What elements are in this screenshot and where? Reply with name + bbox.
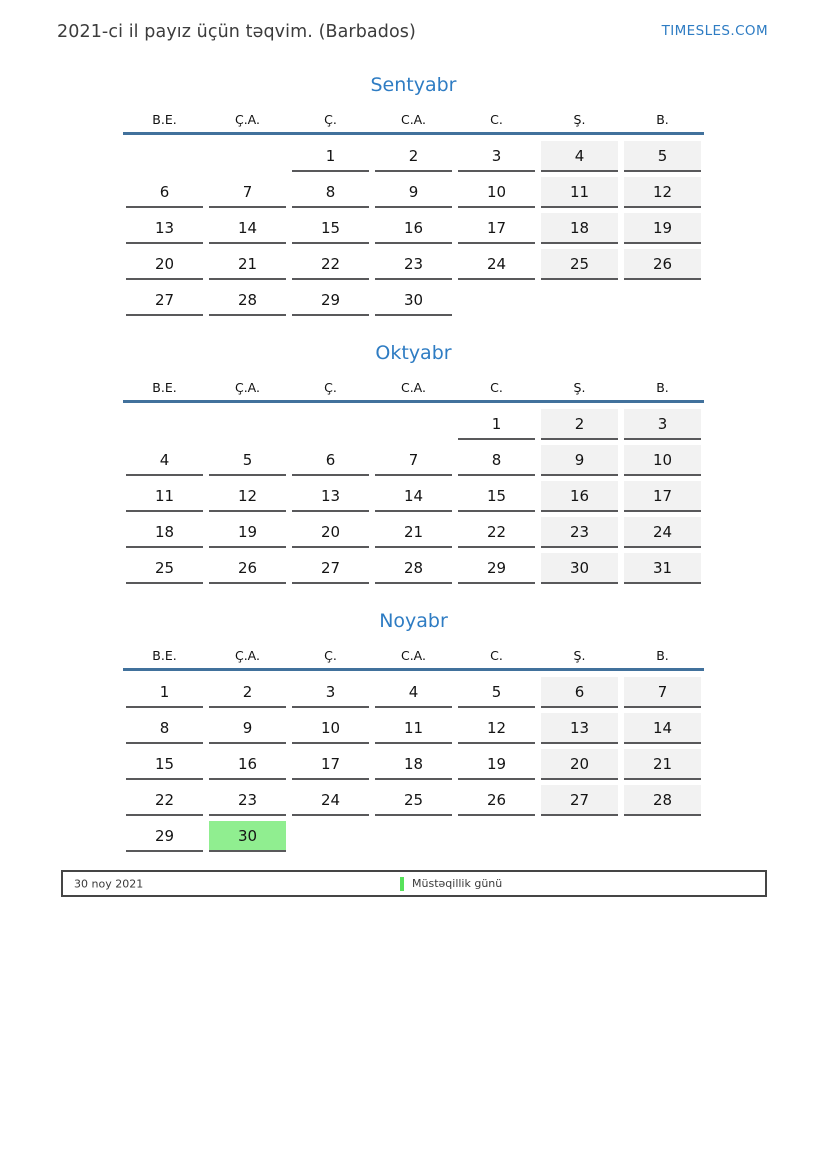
weekday-label: Ç.: [324, 112, 337, 127]
day-cell: 23: [541, 517, 618, 548]
day-cell: 4: [126, 445, 203, 476]
day-cell: 19: [209, 517, 286, 548]
day-cell: 11: [541, 177, 618, 208]
day-cell: 29: [126, 821, 203, 852]
day-cell: 13: [541, 713, 618, 744]
month-oktyabr: [123, 342, 704, 584]
week-row: [123, 821, 704, 852]
weekday-label: B.: [656, 380, 669, 395]
day-cell: 9: [375, 177, 452, 208]
day-cell: 5: [209, 445, 286, 476]
weekday-label: C.A.: [400, 648, 426, 663]
week-row: [123, 677, 704, 708]
day-cell: 10: [624, 445, 701, 476]
empty-cell: [126, 409, 203, 440]
weekday-label: B.: [656, 648, 669, 663]
day-cell: 21: [624, 749, 701, 780]
day-cell: 7: [375, 445, 452, 476]
week-row: [123, 785, 704, 816]
holiday-marker-icon: [400, 877, 404, 891]
day-cell: 6: [126, 177, 203, 208]
day-cell: 29: [292, 285, 369, 316]
weekday-label: B.: [656, 112, 669, 127]
day-cell: 16: [541, 481, 618, 512]
day-cell: 2: [541, 409, 618, 440]
day-cell: 8: [126, 713, 203, 744]
day-cell: 18: [541, 213, 618, 244]
month-title: Sentyabr: [370, 74, 457, 96]
day-cell: 15: [458, 481, 535, 512]
weekday-header-row: [123, 112, 704, 135]
day-cell: 22: [126, 785, 203, 816]
weekday-label: Ş.: [573, 380, 586, 395]
week-row: [123, 409, 704, 440]
day-cell: 5: [458, 677, 535, 708]
empty-cell: [209, 141, 286, 172]
weekday-label: Ş.: [573, 648, 586, 663]
day-cell: 24: [292, 785, 369, 816]
day-cell: 18: [375, 749, 452, 780]
day-cell: 15: [126, 749, 203, 780]
day-cell: 12: [458, 713, 535, 744]
weekday-label: Ş.: [573, 112, 586, 127]
legend-box: [61, 870, 767, 897]
day-cell: 22: [292, 249, 369, 280]
day-cell: 11: [375, 713, 452, 744]
empty-cell: [375, 409, 452, 440]
week-row: [123, 553, 704, 584]
day-cell: 31: [624, 553, 701, 584]
day-cell: 6: [292, 445, 369, 476]
weekday-label: C.: [490, 648, 503, 663]
day-cell: 27: [292, 553, 369, 584]
day-cell: 20: [541, 749, 618, 780]
empty-cell: [541, 821, 618, 852]
empty-cell: [458, 821, 535, 852]
empty-cell: [292, 409, 369, 440]
day-cell: 24: [624, 517, 701, 548]
empty-cell: [292, 821, 369, 852]
weekday-label: Ç.A.: [234, 380, 260, 395]
weekday-label: B.E.: [152, 648, 177, 663]
day-cell: 1: [126, 677, 203, 708]
site-logo-link[interactable]: TIMESLES.COM: [661, 23, 768, 39]
day-cell: 23: [209, 785, 286, 816]
day-cell: 25: [126, 553, 203, 584]
week-row: [123, 213, 704, 244]
day-cell: 6: [541, 677, 618, 708]
day-cell: 1: [292, 141, 369, 172]
day-cell: 17: [292, 749, 369, 780]
week-row: [123, 285, 704, 316]
day-cell: 8: [292, 177, 369, 208]
day-cell: 15: [292, 213, 369, 244]
empty-cell: [375, 821, 452, 852]
week-row: [123, 481, 704, 512]
weekday-label: B.E.: [152, 380, 177, 395]
page-title: 2021-ci il payız üçün təqvim. (Barbados): [57, 22, 416, 42]
weeks-grid: [123, 671, 704, 852]
weekday-label: Ç.A.: [234, 112, 260, 127]
weekday-label: C.A.: [400, 112, 426, 127]
legend-date: 30 noy 2021: [74, 877, 144, 890]
day-cell: 16: [209, 749, 286, 780]
day-cell: 30: [541, 553, 618, 584]
legend-item: [400, 877, 502, 891]
day-cell: 1: [458, 409, 535, 440]
day-cell: 2: [375, 141, 452, 172]
empty-cell: [126, 141, 203, 172]
empty-cell: [541, 285, 618, 316]
day-cell: 9: [209, 713, 286, 744]
day-cell: 7: [624, 677, 701, 708]
weekday-header-row: [123, 648, 704, 671]
page-header: [0, 0, 827, 44]
day-cell: 16: [375, 213, 452, 244]
day-cell: 25: [541, 249, 618, 280]
empty-cell: [458, 285, 535, 316]
day-cell: 3: [292, 677, 369, 708]
day-cell: 4: [541, 141, 618, 172]
day-cell: 27: [126, 285, 203, 316]
day-cell: 8: [458, 445, 535, 476]
weekday-header-row: [123, 380, 704, 403]
week-row: [123, 141, 704, 172]
weekday-label: Ç.A.: [234, 648, 260, 663]
day-cell: 18: [126, 517, 203, 548]
weekday-label: C.: [490, 380, 503, 395]
week-row: [123, 249, 704, 280]
empty-cell: [209, 409, 286, 440]
calendar-months: [123, 74, 704, 852]
day-cell: 19: [624, 213, 701, 244]
month-title: Noyabr: [379, 610, 448, 632]
day-cell: 28: [624, 785, 701, 816]
day-cell: 27: [541, 785, 618, 816]
week-row: [123, 713, 704, 744]
day-cell: 12: [624, 177, 701, 208]
day-cell: 20: [292, 517, 369, 548]
day-cell: 21: [375, 517, 452, 548]
weekday-label: Ç.: [324, 648, 337, 663]
day-cell: 14: [375, 481, 452, 512]
day-cell: 28: [209, 285, 286, 316]
day-cell: 17: [458, 213, 535, 244]
day-cell: 26: [624, 249, 701, 280]
day-cell: 24: [458, 249, 535, 280]
holiday-day-cell: 30: [209, 821, 286, 852]
legend-label: Müstəqillik günü: [412, 877, 503, 890]
day-cell: 11: [126, 481, 203, 512]
weeks-grid: [123, 135, 704, 316]
day-cell: 14: [624, 713, 701, 744]
day-cell: 17: [624, 481, 701, 512]
month-noyabr: [123, 610, 704, 852]
week-row: [123, 445, 704, 476]
empty-cell: [624, 821, 701, 852]
day-cell: 29: [458, 553, 535, 584]
weeks-grid: [123, 403, 704, 584]
day-cell: 21: [209, 249, 286, 280]
month-sentyabr: [123, 74, 704, 316]
day-cell: 23: [375, 249, 452, 280]
weekday-label: B.E.: [152, 112, 177, 127]
day-cell: 13: [292, 481, 369, 512]
day-cell: 5: [624, 141, 701, 172]
day-cell: 12: [209, 481, 286, 512]
day-cell: 30: [375, 285, 452, 316]
day-cell: 28: [375, 553, 452, 584]
month-title: Oktyabr: [375, 342, 452, 364]
day-cell: 20: [126, 249, 203, 280]
day-cell: 13: [126, 213, 203, 244]
day-cell: 14: [209, 213, 286, 244]
day-cell: 25: [375, 785, 452, 816]
day-cell: 26: [209, 553, 286, 584]
day-cell: 3: [624, 409, 701, 440]
day-cell: 9: [541, 445, 618, 476]
day-cell: 2: [209, 677, 286, 708]
day-cell: 4: [375, 677, 452, 708]
day-cell: 7: [209, 177, 286, 208]
weekday-label: C.A.: [400, 380, 426, 395]
day-cell: 19: [458, 749, 535, 780]
weekday-label: C.: [490, 112, 503, 127]
day-cell: 10: [458, 177, 535, 208]
day-cell: 26: [458, 785, 535, 816]
weekday-label: Ç.: [324, 380, 337, 395]
day-cell: 22: [458, 517, 535, 548]
day-cell: 10: [292, 713, 369, 744]
week-row: [123, 177, 704, 208]
empty-cell: [624, 285, 701, 316]
week-row: [123, 517, 704, 548]
day-cell: 3: [458, 141, 535, 172]
week-row: [123, 749, 704, 780]
